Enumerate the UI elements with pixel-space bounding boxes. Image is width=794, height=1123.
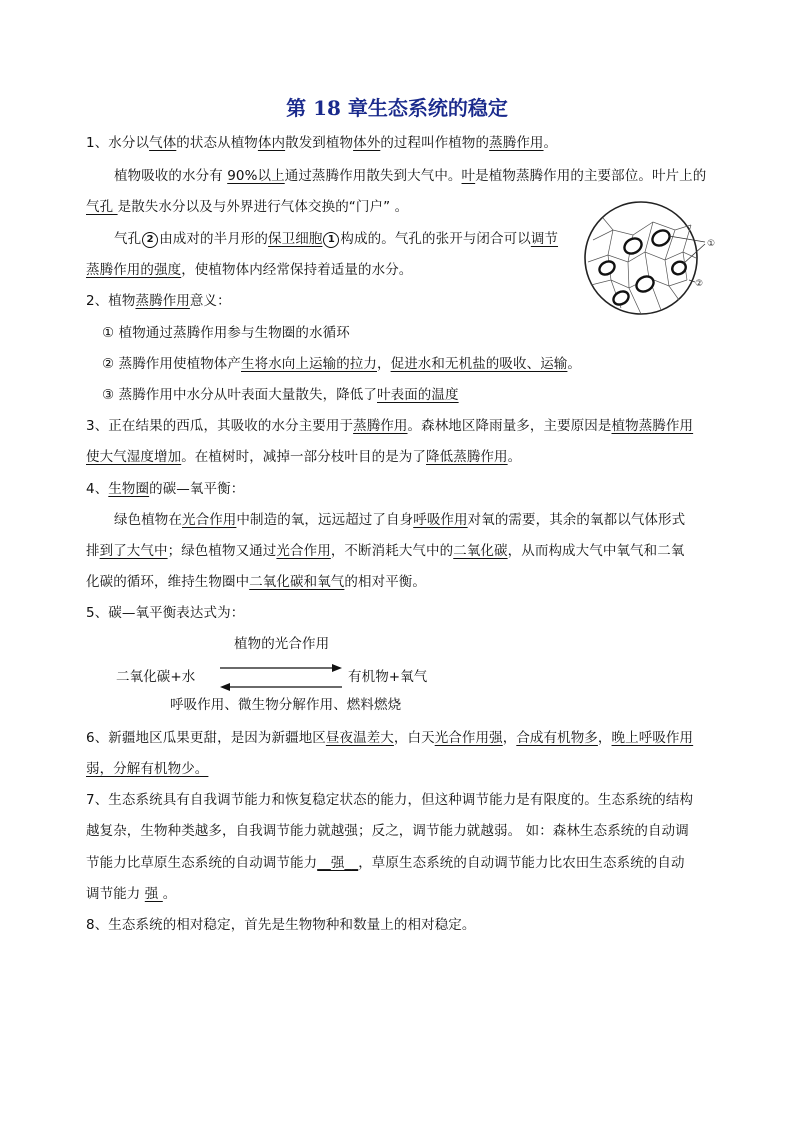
- key-term: 保卫细胞: [268, 231, 323, 247]
- page-title: 第 18 章生态系统的稳定: [286, 96, 508, 120]
- text: ，: [377, 356, 391, 372]
- significance-2: [102, 354, 581, 374]
- text: 通过蒸腾作用散失到大气中。: [284, 168, 462, 184]
- key-term: 叶: [461, 168, 476, 184]
- item-2-heading: [86, 291, 231, 311]
- item-3-line1: [86, 416, 693, 436]
- equation-bottom-label: 呼吸作用、微生物分解作用、燃料燃烧: [170, 697, 402, 713]
- key-term: 使大气湿度增加: [86, 449, 182, 465]
- item-3-line2: [86, 447, 521, 467]
- carbon-oxygen-line2: [86, 541, 684, 561]
- item-1-line: [86, 133, 557, 153]
- item-5-heading: 5、碳—氧平衡表达式为：: [86, 605, 245, 621]
- circled-number: 2: [142, 232, 158, 248]
- transpiration-paragraph-line2: [86, 197, 408, 217]
- text: 化碳的循环，维持生物圈中: [86, 574, 250, 590]
- text: ，: [502, 730, 517, 746]
- text: 。在植树时，减掉一部分枝叶目的是为了: [181, 449, 427, 465]
- key-term: 到了大气中: [99, 543, 168, 559]
- stoma-paragraph-line1: [114, 229, 558, 249]
- circled-number: 1: [323, 232, 339, 248]
- text: ，白天: [393, 730, 435, 746]
- text: 意义：: [189, 293, 231, 309]
- text: 绿色植物在: [114, 512, 182, 528]
- text: 排: [86, 543, 100, 559]
- key-term: 呼吸作用: [413, 512, 468, 528]
- text: ③ 蒸腾作用中水分从叶表面大量散失，降低了: [102, 387, 377, 403]
- text: 的过程叫作植物的: [380, 135, 490, 151]
- significance-1: ① 植物通过蒸腾作用参与生物圈的水循环: [102, 325, 350, 341]
- text: 由成对的半月形的: [159, 231, 269, 247]
- text: 2、植物: [86, 293, 136, 309]
- item-7-line3: [86, 853, 685, 873]
- key-term: 合成有机物多: [516, 730, 598, 746]
- transpiration-paragraph-line1: [114, 166, 706, 186]
- item-8-line: 8、生态系统的相对稳定，首先是生物物种和数量上的相对稳定。: [86, 917, 476, 933]
- text: ，草原生态系统的自动调节能力比农田生态系统的自动: [358, 855, 685, 871]
- item-7-line4: [86, 884, 176, 904]
- key-term: 生将水向上运输的拉力: [241, 356, 377, 372]
- key-term: 气体: [149, 135, 177, 151]
- key-term: 蒸腾作用的强度: [86, 262, 182, 278]
- item-7-line1: 7、生态系统具有自我调节能力和恢复稳定状态的能力，但这种调节能力是有限度的。生态系统的结构: [86, 792, 694, 808]
- key-term: 二氧化碳: [453, 543, 508, 559]
- carbon-oxygen-line1: [114, 510, 685, 530]
- item-6-line1: [86, 728, 693, 748]
- text: 是植物蒸腾作用的主要部位。叶片上的: [475, 168, 707, 184]
- text: 中制造的氧，远远超过了自身: [236, 512, 414, 528]
- key-term: 二氧化碳和氧气: [249, 574, 345, 590]
- equation-left: 二氧化碳+水: [116, 669, 196, 685]
- key-term: 气孔: [86, 199, 118, 215]
- text: 的相对平衡。: [344, 574, 427, 590]
- text: 。森林地区降雨量多，主要原因是: [407, 418, 612, 434]
- fill-blank-answer: __强__: [317, 855, 359, 871]
- key-term: 晚上呼吸作用: [611, 730, 694, 746]
- text: 1、水分以: [86, 135, 150, 151]
- item-6-line2: [86, 759, 208, 779]
- stomata-cell-diagram: [583, 200, 723, 322]
- text: 散发到植物: [285, 135, 354, 151]
- significance-3: [102, 385, 459, 405]
- equilibrium-arrows: [218, 660, 344, 694]
- text: 气孔: [114, 231, 142, 247]
- key-term: 降低蒸腾作用: [426, 449, 508, 465]
- text: 3、正在结果的西瓜，其吸收的水分主要用于: [86, 418, 354, 434]
- text: 。: [162, 886, 177, 902]
- text: 的状态从植物: [176, 135, 258, 151]
- text: 是散失水分以及与外界进行气体交换的“门户” 。: [117, 199, 409, 215]
- key-term: 90%以上: [227, 168, 285, 184]
- text: ，从而构成大气中氧气和二氧: [507, 543, 685, 559]
- text: 调节能力: [86, 886, 145, 902]
- key-term: 蒸腾作用: [135, 293, 190, 309]
- stoma-paragraph-line2: [86, 260, 412, 280]
- key-term: 弱，分解有机物少。: [86, 761, 209, 777]
- key-term: 促进水和无机盐的吸收、运输: [390, 356, 568, 372]
- key-term: 植物蒸腾作用: [611, 418, 694, 434]
- key-term: 调节: [530, 231, 559, 247]
- text: ，: [597, 730, 612, 746]
- key-term: 蒸腾作用: [489, 135, 544, 151]
- text: ② 蒸腾作用使植物体产: [102, 356, 241, 372]
- key-term: 体内: [257, 135, 286, 151]
- item-4-heading: [86, 479, 244, 499]
- key-term: 生物圈: [108, 481, 150, 497]
- text: ，使植物体内经常保持着适量的水分。: [181, 262, 413, 278]
- item-7-line2: 越复杂，生物种类越多，自我调节能力就越强；反之，调节能力就越弱。 如：森林生态系统的自动调: [86, 823, 689, 839]
- text: 6、新疆地区瓜果更甜，是因为新疆地区: [86, 730, 326, 746]
- text: 节能力比草原生态系统的自动调节能力: [86, 855, 318, 871]
- text: 植物吸收的水分有: [114, 168, 228, 184]
- equation-right: 有机物+氧气: [348, 669, 428, 685]
- text: 。: [567, 356, 582, 372]
- text: ，不断消耗大气中的: [330, 543, 454, 559]
- text: 。: [543, 135, 558, 151]
- equation-top-label: 植物的光合作用: [234, 636, 330, 652]
- key-term: 叶表面的温度: [377, 387, 459, 403]
- key-term: 昼夜温差大: [325, 730, 394, 746]
- fill-blank-answer: 强: [144, 886, 163, 902]
- text: 。: [507, 449, 522, 465]
- key-term: 体外: [353, 135, 381, 151]
- key-term: 光合作用: [182, 512, 237, 528]
- text: ；绿色植物又通过: [167, 543, 277, 559]
- carbon-oxygen-line3: [86, 572, 426, 592]
- key-term: 蒸腾作用: [353, 418, 408, 434]
- text: 构成的。气孔的张开与闭合可以: [340, 231, 531, 247]
- key-term: 光合作用: [276, 543, 331, 559]
- figure-label-2: ②: [695, 279, 704, 289]
- text: 的碳—氧平衡：: [149, 481, 245, 497]
- key-term: 光合作用强: [434, 730, 503, 746]
- figure-label-1: ①: [707, 239, 716, 249]
- text: 对氧的需要，其余的氧都以气体形式: [467, 512, 686, 528]
- text: 4、: [86, 481, 109, 497]
